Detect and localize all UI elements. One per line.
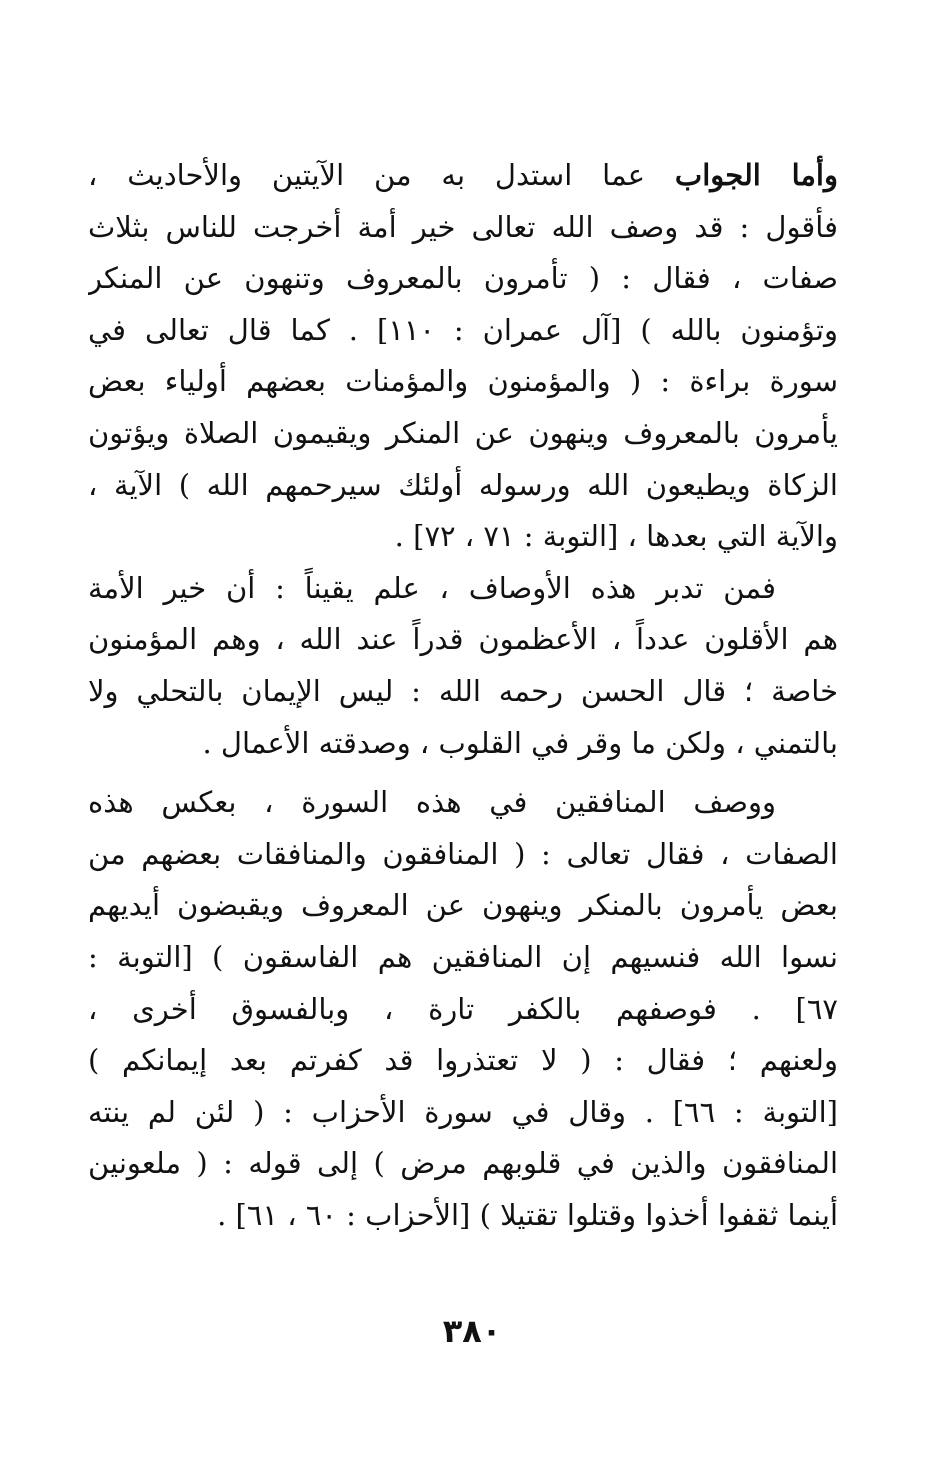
text-line: بعض يأمرون بالمنكر وينهون عن المعروف ويقبضون أيديهم bbox=[88, 888, 838, 923]
text-line: ٦٧] . فوصفهم بالكفر تارة ، وبالفسوق أخرى ، bbox=[88, 991, 838, 1026]
text-line: يأمرون بالمعروف وينهون عن المنكر ويقيمون الصلاة ويؤتون bbox=[88, 415, 838, 450]
text-line: نسوا الله فنسيهم إن المنافقين هم الفاسقون ) [التوبة : bbox=[88, 939, 838, 974]
text-line: بالتمني ، ولكن ما وقر في القلوب ، وصدقته الأعمال . bbox=[202, 725, 838, 760]
text-line: أينما ثقفوا أخذوا وقتلوا تقتيلا ) [الأحزاب : ٦٠ ، ٦١] . bbox=[217, 1197, 838, 1232]
page-number: ٣٨٠ bbox=[442, 1312, 502, 1350]
page-body bbox=[88, 150, 838, 1241]
paragraph-answer bbox=[88, 150, 838, 563]
text-line: الزكاة ويطيعون الله ورسوله أولئك سيرحمهم الله ) الآية ، bbox=[88, 467, 838, 502]
paragraph-spacer bbox=[88, 769, 838, 777]
text-line: فمن تدبر هذه الأوصاف ، علم يقيناً : أن خير الأمة bbox=[88, 570, 776, 605]
paragraph-hypocrites bbox=[88, 777, 838, 1241]
lead-phrase: وأما الجواب bbox=[674, 158, 838, 192]
text-line: وأما الجواب عما استدل به من الآيتين والأحاديث ، bbox=[88, 158, 838, 192]
text-line: [التوبة : ٦٦] . وقال في سورة الأحزاب : ( لئن لم ينته bbox=[88, 1094, 838, 1129]
text-line: ووصف المنافقين في هذه السورة ، بعكس هذه bbox=[88, 785, 776, 820]
text-line: صفات ، فقال : ( تأمرون بالمعروف وتنهون عن المنكر bbox=[88, 261, 838, 296]
text-line: الصفات ، فقال تعالى : ( المنافقون والمنافقات بعضهم من bbox=[88, 836, 838, 871]
text-line: هم الأقلون عدداً ، الأعظمون قدراً عند الله ، وهم المؤمنون bbox=[88, 622, 838, 657]
text-line: خاصة ؛ قال الحسن رحمه الله : ليس الإيمان بالتحلي ولا bbox=[88, 673, 838, 708]
text-line: ولعنهم ؛ فقال : ( لا تعتذروا قد كفرتم بعد إيمانكم ) bbox=[88, 1043, 838, 1078]
text-line: سورة براءة : ( والمؤمنون والمؤمنات بعضهم أولياء بعض bbox=[88, 364, 838, 399]
text-line: المنافقون والذين في قلوبهم مرض ) إلى قوله : ( ملعونين bbox=[88, 1146, 838, 1181]
text-line: والآية التي بعدها ، [التوبة : ٧١ ، ٧٢] . bbox=[394, 519, 838, 554]
text-line: فأقول : قد وصف الله تعالى خير أمة أخرجت للناس بثلاث bbox=[88, 209, 838, 244]
paragraph-reflection bbox=[88, 563, 838, 769]
text-line: وتؤمنون بالله ) [آل عمران : ١١٠] . كما قال تعالى في bbox=[88, 312, 838, 347]
